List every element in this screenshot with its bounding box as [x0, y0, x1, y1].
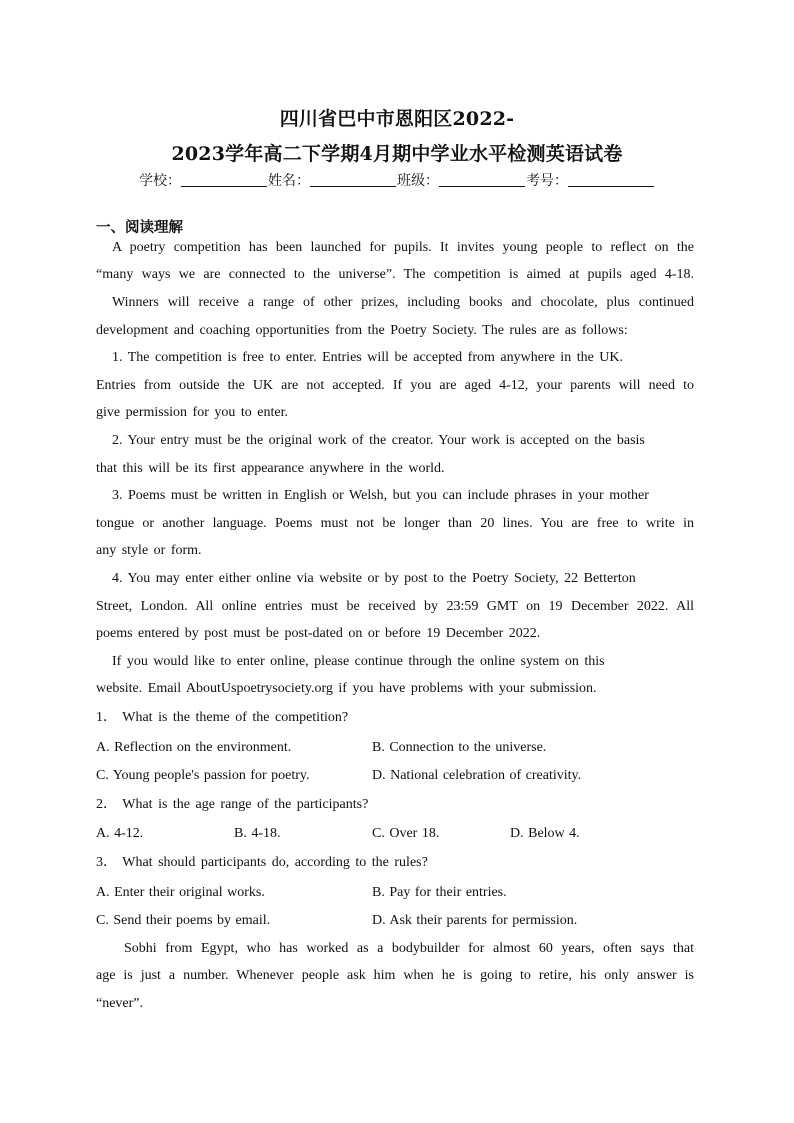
passage-line: poems entered by post must be post-dated on or before 19 December 2022.	[96, 626, 541, 641]
passage-line: website. Email AboutUspoetrysociety.org if you have problems with your submission.	[96, 681, 597, 696]
question-stem-3: 3． What should participants do, according to the rules?	[96, 855, 428, 870]
school-label: 学校：	[139, 173, 181, 189]
passage-line: any style or form.	[96, 543, 202, 558]
class-label: 班级：	[397, 173, 439, 189]
q3-option-c[interactable]: C. Send their poems by email.	[96, 913, 271, 928]
exam-title-line1: 四川省巴中市恩阳区2022-	[279, 108, 515, 130]
passage-line: give permission for you to enter.	[96, 405, 288, 420]
student-info-row	[0, 170, 794, 190]
passage-line: If you would like to enter online, please continue through the online system on this	[112, 654, 605, 669]
passage-line: 1. The competition is free to enter. Entries will be accepted from anywhere in the UK.	[112, 350, 624, 365]
passage-line: 3. Poems must be written in English or Welsh, but you can include phrases in your mother	[112, 488, 649, 503]
passage-line: development and coaching opportunities from the Poetry Society. The rules are as follows:	[96, 323, 628, 338]
passage-line: Winners will receive a range of other prizes, including books and chocolate, plus continued	[112, 295, 694, 310]
passage2-line: “never”.	[96, 996, 144, 1011]
name-blank[interactable]	[310, 172, 396, 187]
passage-line: A poetry competition has been launched for pupils. It invites young people to reflect on the	[112, 240, 694, 255]
passage-line: tongue or another language. Poems must not be longer than 20 lines. You are free to write in	[96, 516, 694, 531]
question-stem-1: 1． What is the theme of the competition?	[96, 710, 349, 725]
q2-option-c[interactable]: C. Over 18.	[372, 826, 440, 841]
passage-line: Entries from outside the UK are not accepted. If you are aged 4-12, your parents will need to	[96, 378, 694, 393]
class-blank[interactable]	[439, 172, 525, 187]
q2-option-d[interactable]: D. Below 4.	[510, 826, 580, 841]
passage2-line: Sobhi from Egypt, who has worked as a bodybuilder for almost 60 years, often says that	[124, 941, 694, 956]
passage2-line: age is just a number. Whenever people ask him when he is going to retire, his only answer is	[96, 968, 694, 983]
q1-option-d[interactable]: D. National celebration of creativity.	[372, 768, 582, 783]
exam-no-label: 考号：	[526, 173, 568, 189]
q3-option-a[interactable]: A. Enter their original works.	[96, 885, 265, 900]
passage-line: Street, London. All online entries must be received by 23:59 GMT on 19 December 2022. All	[96, 599, 694, 614]
q2-option-a[interactable]: A. 4-12.	[96, 826, 144, 841]
q3-option-b[interactable]: B. Pay for their entries.	[372, 885, 507, 900]
section-heading: 一、阅读理解	[96, 220, 183, 236]
q2-option-b[interactable]: B. 4-18.	[234, 826, 281, 841]
q1-option-b[interactable]: B. Connection to the universe.	[372, 740, 547, 755]
school-blank[interactable]	[181, 172, 267, 187]
passage-line: 4. You may enter either online via website or by post to the Poetry Society, 22 Betterton	[112, 571, 636, 586]
passage-line: 2. Your entry must be the original work of the creator. Your work is accepted on the basis	[112, 433, 645, 448]
q1-option-a[interactable]: A. Reflection on the environment.	[96, 740, 292, 755]
q3-option-d[interactable]: D. Ask their parents for permission.	[372, 913, 578, 928]
passage-line: that this will be its first appearance anywhere in the world.	[96, 461, 445, 476]
question-stem-2: 2． What is the age range of the participants?	[96, 797, 369, 812]
q1-option-c[interactable]: C. Young people's passion for poetry.	[96, 768, 310, 783]
name-label: 姓名：	[268, 173, 310, 189]
passage-line: “many ways we are connected to the universe”. The competition is aimed at pupils aged 4-18.	[96, 267, 694, 282]
exam-no-blank[interactable]	[568, 172, 654, 187]
exam-title-line2: 2023学年高二下学期4月期中学业水平检测英语试卷	[171, 143, 623, 165]
